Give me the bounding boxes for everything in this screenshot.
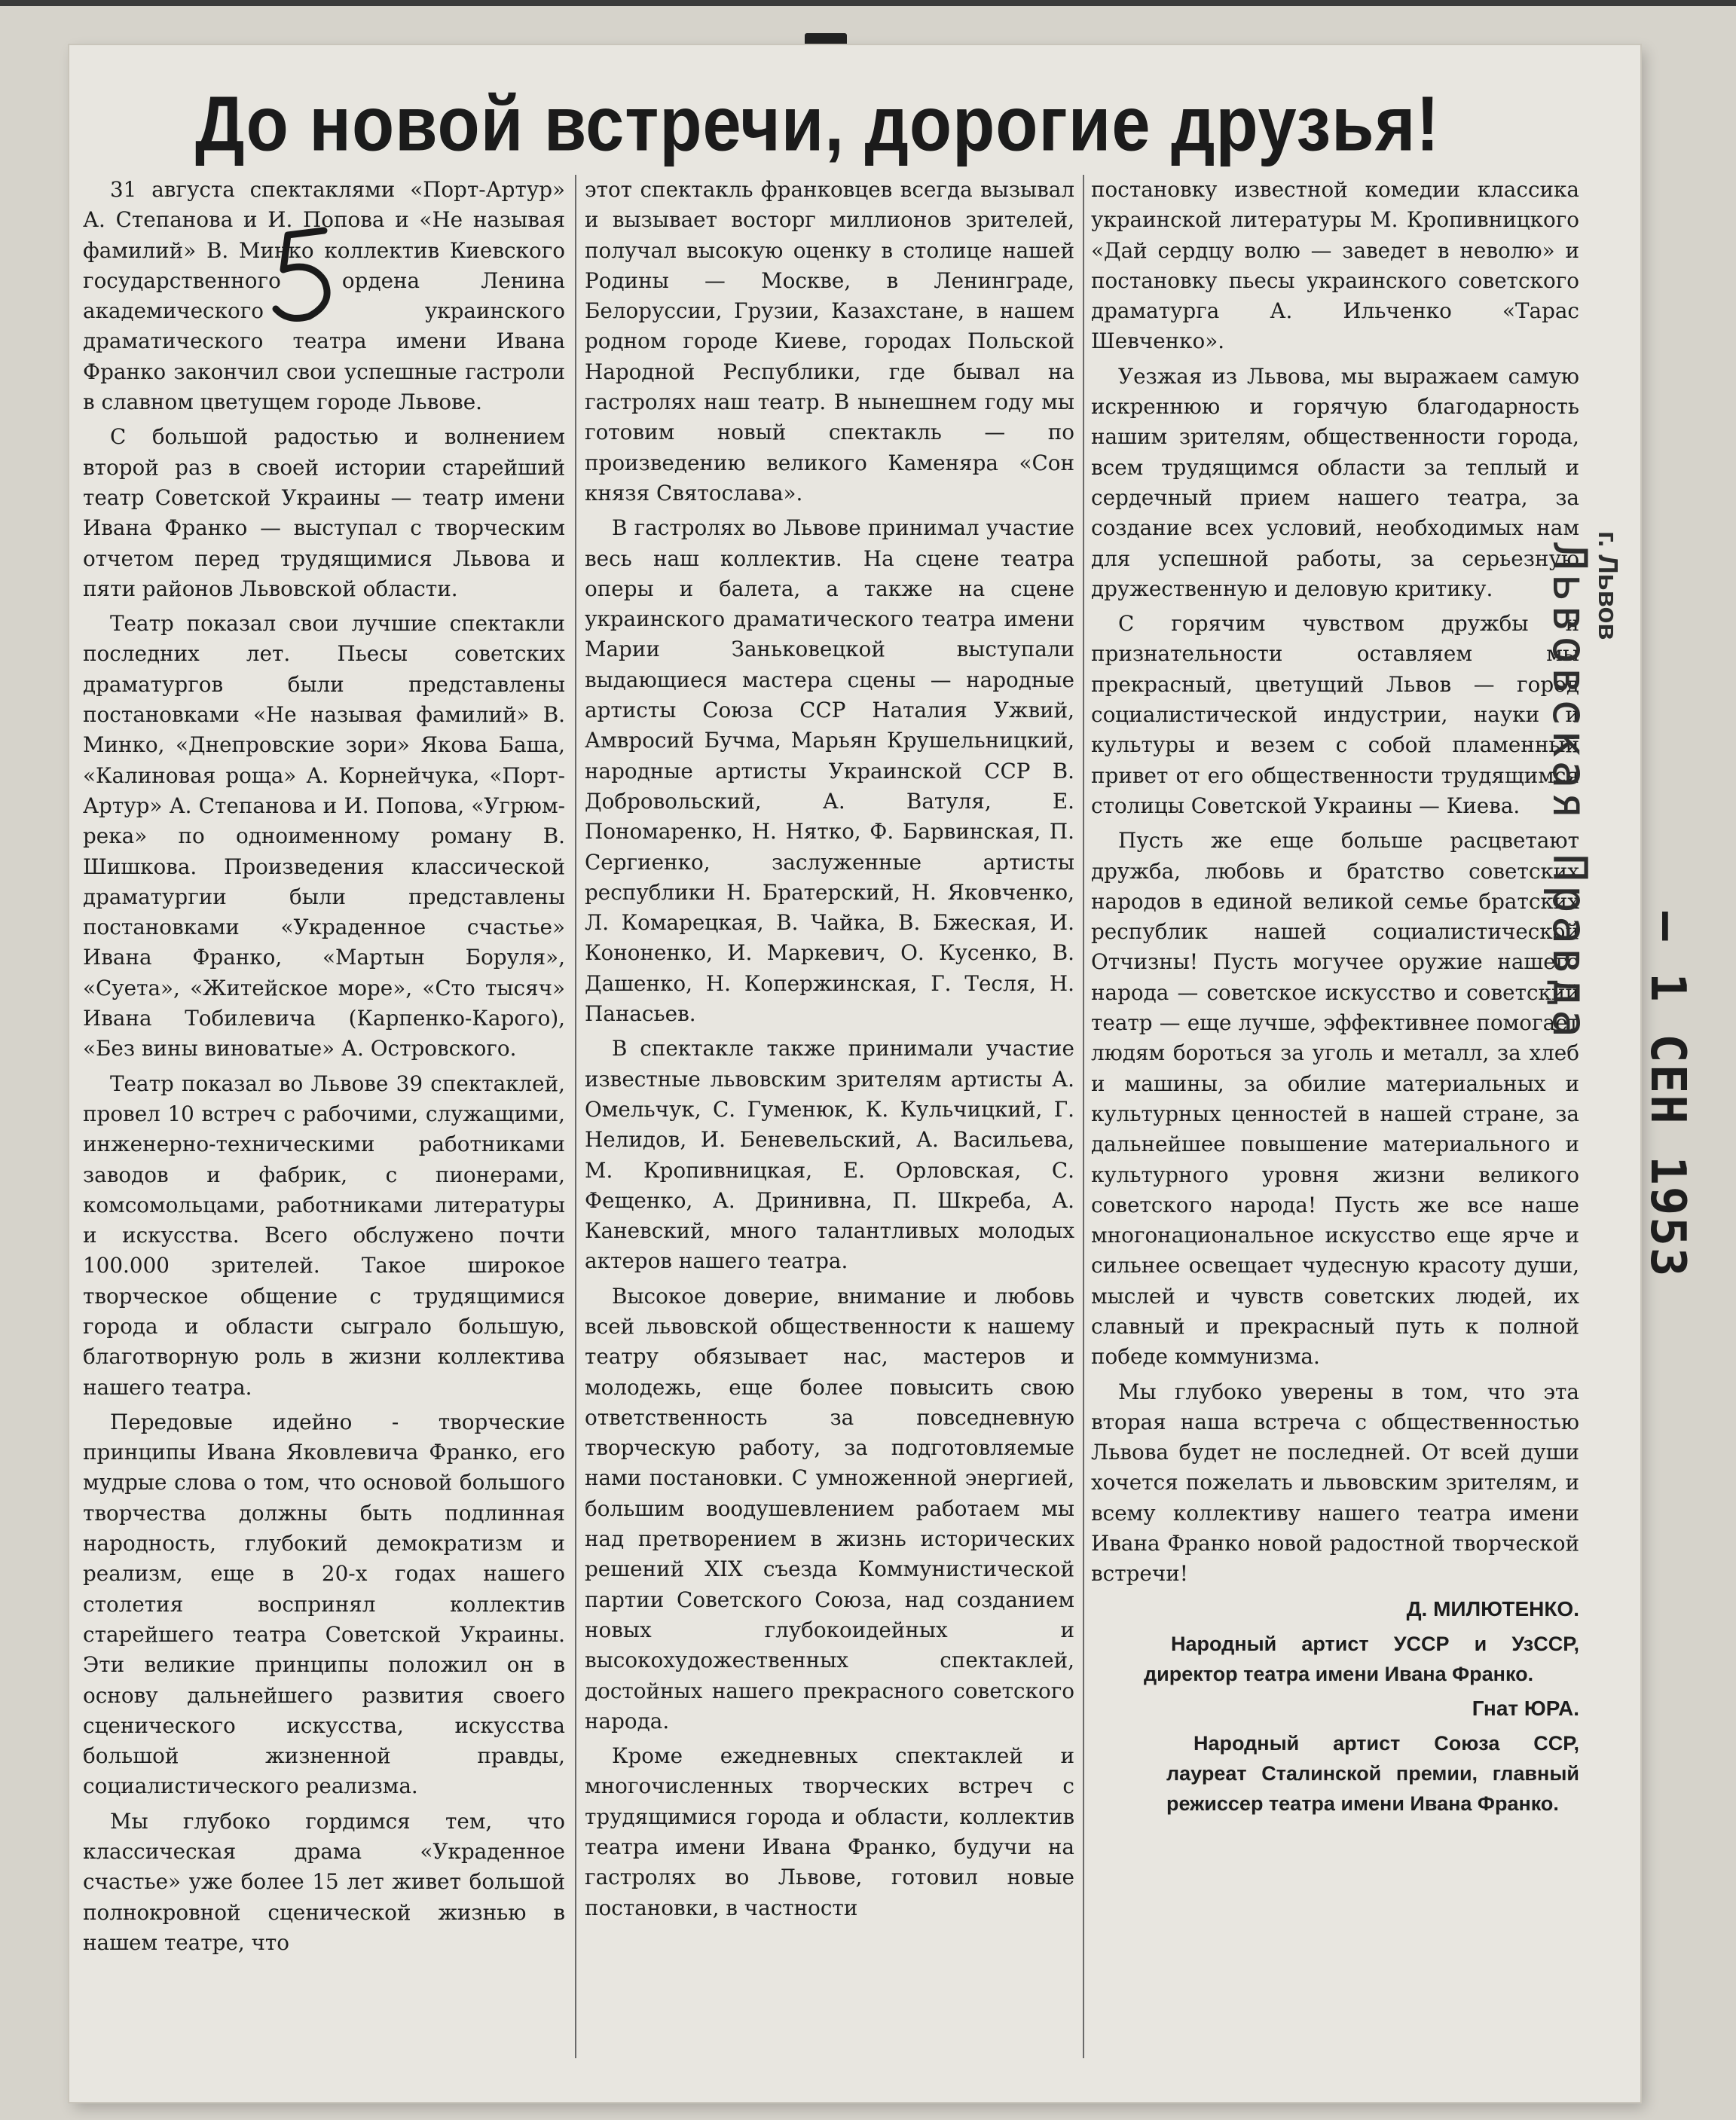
clipping-rod <box>0 0 1736 6</box>
article-column-2 <box>585 175 1074 2073</box>
headline: До новой встречи, дорогие друзья! <box>194 81 1441 168</box>
paragraph: Мы глубоко уверены в том, что эта вторая наша встреча с общественностью Львова будет не последней. От всей души хочется пожелать и львовским зрителям, и всему коллективу нашего театра имени Ивана Франко новой радостной творческой встречи! <box>1091 1379 1579 1587</box>
paragraph: постановку известной комедии классика украинской литературы М. Кропивницкого «Дай сердцу волю — заведет в неволю» и постановку пьесы украинского советского драматурга А. Ильченко «Тарас Шевченко». <box>1091 177 1579 354</box>
paragraph: Театр показал во Львове 39 спектаклей, провел 10 встреч с рабочими, служащими, инженерно-техническими работниками заводов и фабрик, с пионерами, комсомольцами, работниками литературы и искусства. Всего обслужено почти 100.000 зрителей. Такое широкое творческое общение с трудящимися города и области сыграло большую, благотворную роль в жизни коллектива нашего театра. <box>83 1071 565 1400</box>
paragraph: С большой радостью и волнением второй раз в своей истории старейший театр Советской Украины — театр имени Ивана Франко — выступал с творческим отчетом перед трудящимися Львова и пяти районов Львовской области. <box>83 424 565 601</box>
signature-name: Гнат ЮРА. <box>1472 1696 1579 1720</box>
paragraph: этот спектакль франковцев всегда вызывал и вызывает восторг миллионов зрителей, получал высокую оценку в столице нашей Родины — Москве, в Ленинграде, Белоруссии, Грузии, Казахстане, в нашем родном городе Киеве, городах Польской Народной Республики, где бывал на гастролях наш театр. В нынешнем году мы готовим новый спектакль — по произведению великого Каменяра «Сон князя Святослава». <box>585 177 1074 506</box>
newspaper-name-stamp: Львовская Правда <box>1542 542 1597 1041</box>
paragraph: В гастролях во Львове принимал участие весь наш коллектив. На сцене театра оперы и балета, а также на сцене украинского драматического театра имени Марии Заньковецкой выступали выдающиеся мастера сцены — народные артисты Союза ССР Наталия Ужвий, Амвросий Бучма, Марьян Крушельницкий, народные артисты Украинской ССР В. Добровольский, А. Ватуля, Е. Пономаренко, Н. Нятко, Ф. Барвинская, П. Сергиенко, заслуженные артисты республики Н. Братерский, Н. Яковченко, Л. Комарецкая, В. Чайка, В. Бжеская, И. Кононенко, И. Маркевич, О. Кусенко, В. Дашенко, Н. Копержинская, Г. Тесля, Н. Панасьев. <box>585 515 1074 1027</box>
signature-title: Народный артист Союза ССР, лауреат Сталинской премии, главный режиссер театра имени Ивана Франко. <box>1166 1731 1579 1815</box>
paragraph: Передовые идейно - творческие принципы Ивана Яковлевича Франко, его мудрые слова о том, что основой большого творчества должны быть подлинная народность, глубокий демократизм и реализм, еще в 20-х годах нашего столетия воспринял коллектив старейшего театра Советской Украины. Эти великие принципы положил он в основу дальнейшего развития своего сценического искусства, искусства большой жизненной правды, социалистического реализма. <box>83 1409 565 1799</box>
paragraph: Уезжая из Львова, мы выражаем самую искреннюю и горячую благодарность нашим зрителям, общественности города, всем трудящимся области за теплый и сердечный прием нашего театра, за создание всех условий, необходимых нам для успешной работы, за серьезную дружественную и деловую критику. <box>1091 363 1579 601</box>
signature-name: Д. МИЛЮТЕНКО. <box>1406 1596 1579 1621</box>
city-stamp: г. Львов <box>1593 531 1624 640</box>
date-stamp: — 1 СЕН 1953 <box>1640 912 1695 1278</box>
article-column-1 <box>83 175 565 2073</box>
paragraph: Высокое доверие, внимание и любовь всей львовской общественности к нашему театру обязывает нас, мастеров и молодежь, еще более повысить свою ответственность за повседневную творческую работу, за подготовляемые нами постановки. С умноженной энергией, большим воодушевлением работаем мы над претворением в жизнь исторических решений XIX съезда Коммунистической партии Советского Союза, над созданием новых глубокоидейных и высокохудожественных спектаклей, достойных нашего прекрасного советского народа. <box>585 1283 1074 1734</box>
column-divider <box>575 175 576 2058</box>
paragraph: В спектакле также принимали участие известные львовским зрителям артисты А. Омельчук, С. Гуменюк, К. Кульчицкий, Г. Нелидов, И. Беневельский, А. Васильева, М. Кропивницкая, Е. Орловская, С. Фещенко, А. Дринивна, П. Шкреба, А. Каневский, много талантливых молодых актеров нашего театра. <box>585 1036 1074 1274</box>
article-column-3 <box>1091 175 1579 2058</box>
paragraph: Пусть же еще больше расцветают дружба, любовь и братство советских народов в единой великой семье братских республик нашей социалистической Отчизны! Пусть могучее оружие нашего народа — советское искусство и советский театр — еще лучше, эффективнее помогает людям бороться за уголь и металл, за хлеб и машины, за обилие материальных и культурных ценностей в нашей стране, за дальнейшее повышение материального и культурного уровня жизни великого советского народа! Пусть же все наше многонациональное искусство еще ярче и сильнее освещает чудесную красоту души, мыслей и чувств советских людей, их славный и прекрасный путь к полной победе коммунизма. <box>1091 828 1579 1370</box>
handwritten-number-mark <box>265 225 348 322</box>
paragraph: С горячим чувством дружбы и признательности оставляем мы прекрасный, цветущий Львов — город социалистической индустрии, науки и культуры и везем с собой пламенный привет от его общественности трудящимся столицы Советской Украины — Киева. <box>1091 611 1579 818</box>
paragraph: Театр показал свои лучшие спектакли последних лет. Пьесы советских драматургов были представлены постановками «Не называя фамилий» В. Минко, «Днепровские зори» Якова Баша, «Калиновая роща» А. Корнейчука, «Порт-Артур» А. Степанова и И. Попова, «Угрюм-река» по одноименному роману В. Шишкова. Произведения классической драматургии были представлены постановками «Украденное счастье» Ивана Франко, «Мартын Боруля», «Суета», «Житейское море», «Сто тысяч» Ивана Тобилевича (Карпенко-Карого), «Без вины виноватые» А. Островского. <box>83 611 565 1062</box>
paragraph: 31 августа спектаклями «Порт-Артур» А. Степанова и И. Попова и «Не называя фамилий» В. Минко коллектив Киевского государственного ордена Ленина академического украинского драматического театра имени Ивана Франко закончил свои успешные гастроли в славном цветущем городе Львове. <box>83 177 565 415</box>
paragraph: Кроме ежедневных спектаклей и многочисленных творческих встреч с трудящимися города и области, коллектив театра имени Ивана Франко, будучи на гастролях во Львове, готовил новые постановки, в частности <box>585 1743 1074 1920</box>
paragraph: Мы глубоко гордимся тем, что классическая драма «Украденное счастье» уже более 15 лет живет большой полнокровной сценической жизнью в нашем театре, что <box>83 1808 565 1955</box>
signature-title: Народный артист УССР и УзССР, директор театра имени Ивана Франко. <box>1144 1632 1579 1685</box>
column-divider <box>1083 175 1084 2058</box>
